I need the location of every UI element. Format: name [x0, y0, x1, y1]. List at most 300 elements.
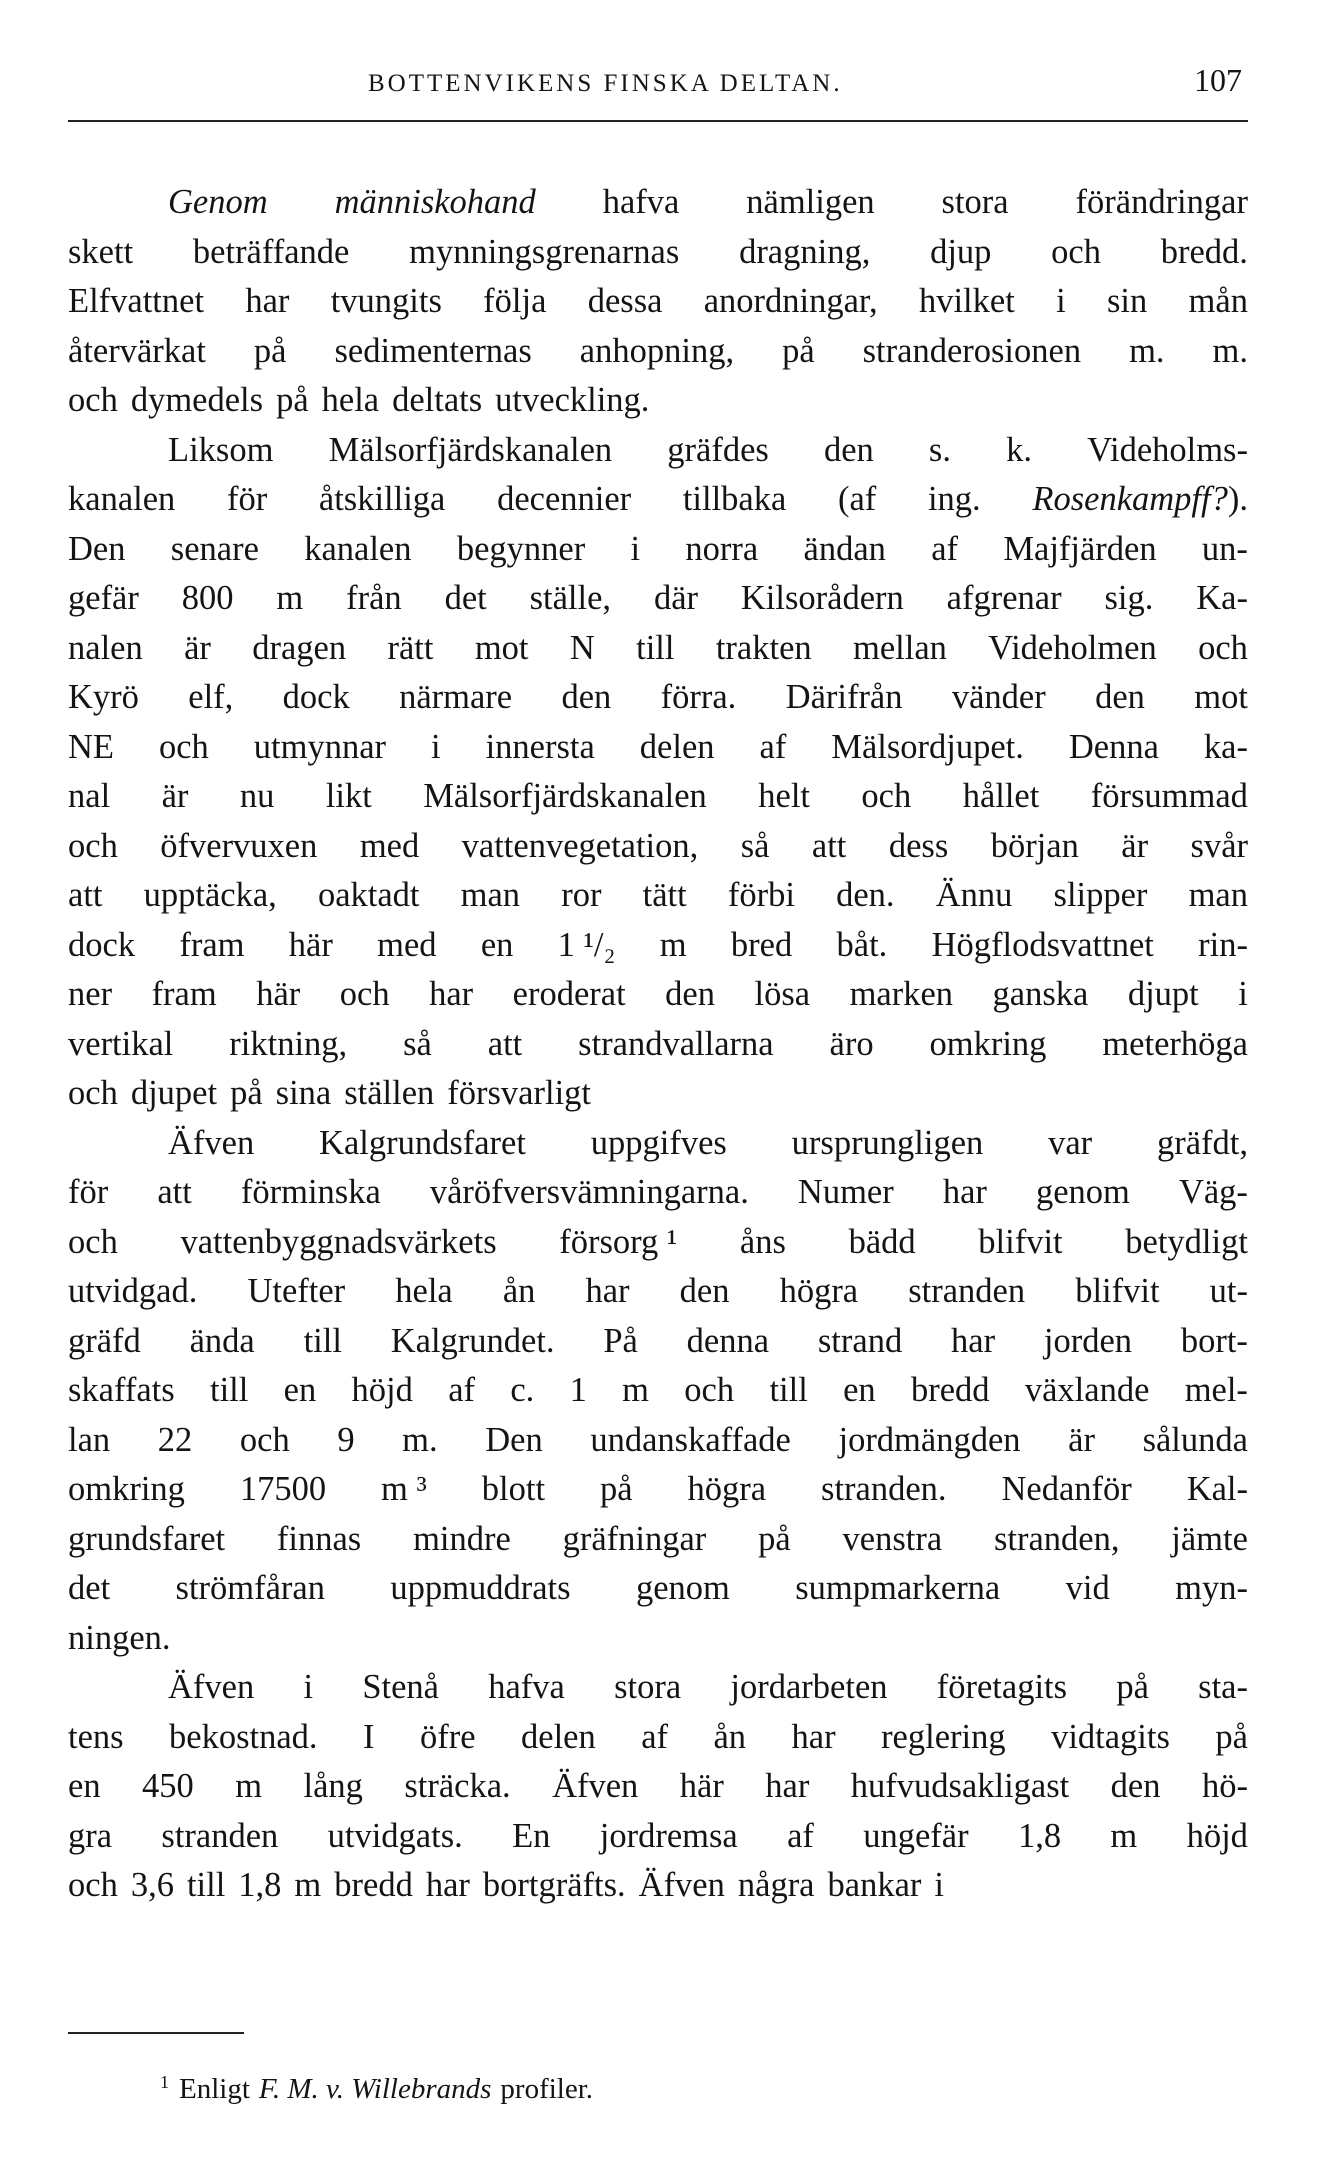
word: Äfven — [168, 1123, 255, 1162]
word: högra — [687, 1470, 767, 1508]
word: venstra — [842, 1519, 943, 1558]
word: höjd — [351, 1371, 413, 1409]
word: gefär — [68, 579, 139, 617]
word: vattenbyggnadsvärkets — [180, 1222, 497, 1261]
word: sumpmarkerna — [795, 1569, 1001, 1607]
word: och — [861, 777, 912, 815]
word: och — [684, 1371, 735, 1409]
word: m — [622, 1371, 649, 1409]
word: vänder — [951, 678, 1046, 716]
word: har — [791, 1717, 836, 1756]
word: bredd. — [1160, 232, 1248, 271]
word: lan — [68, 1420, 111, 1459]
word: företagits — [936, 1668, 1068, 1706]
text-line — [68, 1416, 1248, 1466]
word: bädd — [848, 1222, 916, 1261]
word: Majfjärden — [1003, 529, 1157, 568]
word: för — [226, 480, 268, 518]
word: blott — [481, 1470, 546, 1508]
word: djupet — [130, 1074, 218, 1112]
text-line — [68, 1564, 1248, 1614]
word: djupt — [1127, 975, 1199, 1013]
word: nalen — [68, 628, 143, 667]
word: här — [288, 925, 333, 964]
word: Kalgrundet. — [390, 1321, 555, 1360]
word: Den — [68, 529, 126, 568]
word: m — [235, 1767, 263, 1805]
text-line — [68, 1614, 1248, 1664]
word: sina — [275, 1074, 332, 1112]
word: äro — [829, 1024, 874, 1063]
word: sträcka. — [404, 1767, 511, 1805]
word: Äfven — [552, 1767, 639, 1805]
word: norra — [685, 529, 759, 568]
paragraph — [68, 1663, 1248, 1911]
word: i — [630, 529, 641, 568]
word: den — [1095, 678, 1145, 716]
word: genom — [1035, 1173, 1130, 1211]
word: bort- — [1180, 1321, 1248, 1360]
word: gräfdt, — [1156, 1123, 1248, 1162]
word: återvärkat — [68, 331, 206, 370]
word: öfvervuxen — [160, 826, 318, 865]
word: några — [737, 1866, 815, 1904]
text-line — [68, 822, 1248, 872]
word: jordmängden — [838, 1420, 1021, 1459]
text-line — [68, 1465, 1248, 1515]
page-header — [68, 62, 1248, 122]
paragraph — [68, 178, 1248, 426]
word: s. — [928, 430, 951, 469]
word: båt. — [836, 925, 888, 964]
word: riktning, — [229, 1024, 348, 1063]
word: dess — [888, 826, 949, 865]
word: 1,8 — [238, 1866, 282, 1904]
word: strömfåran — [175, 1569, 325, 1607]
word: 800 — [181, 579, 234, 617]
word: nu — [239, 777, 275, 815]
word: har — [245, 282, 290, 320]
word: vertikal — [68, 1024, 174, 1063]
word: ing. — [927, 480, 981, 518]
word: ända — [189, 1321, 255, 1360]
word: mellan — [853, 628, 947, 667]
word: af — [931, 529, 959, 568]
word: m — [1110, 1816, 1138, 1855]
word: början — [990, 826, 1079, 865]
word: i — [1056, 282, 1066, 320]
word: rätt — [387, 628, 434, 667]
word: nal — [68, 777, 111, 815]
word: m — [276, 579, 304, 617]
word: deltats — [392, 381, 483, 419]
word: helt — [758, 777, 810, 815]
footnote-marker: 1 — [160, 2072, 169, 2092]
word: ursprungligen — [791, 1123, 984, 1162]
word: finnas — [276, 1519, 362, 1558]
word: har — [951, 1321, 996, 1360]
word: beträffande — [192, 232, 350, 271]
word: stranden — [908, 1272, 1026, 1310]
word: oaktadt — [317, 876, 420, 914]
text-line — [68, 1069, 1248, 1119]
word: delen — [639, 727, 715, 766]
word: senare — [170, 529, 259, 568]
word: den — [561, 678, 612, 716]
word: är — [1068, 1420, 1095, 1459]
word: ändan — [803, 529, 886, 568]
word: Mälsorfjärdskanalen — [423, 777, 707, 815]
word: delen — [521, 1717, 596, 1756]
page-number: 107 — [1194, 62, 1242, 98]
text-line — [68, 1168, 1248, 1218]
word: un- — [1201, 529, 1248, 568]
word: närmare — [399, 678, 513, 716]
word: c. — [510, 1371, 535, 1409]
word: mot — [1194, 678, 1248, 716]
word: gräfningar — [562, 1519, 707, 1558]
word: en — [843, 1371, 876, 1409]
word: ån — [713, 1717, 747, 1756]
word: den — [1110, 1767, 1161, 1805]
word: hvilket — [918, 282, 1015, 320]
word: m. — [1129, 331, 1165, 370]
word: hela — [395, 1272, 453, 1310]
word: anordningar, — [703, 282, 878, 320]
word: den. — [836, 876, 895, 914]
word: den — [679, 1272, 730, 1310]
word: har — [425, 1866, 470, 1904]
word: mån — [1188, 282, 1248, 320]
word: afgrenar — [946, 579, 1062, 617]
body-text — [68, 178, 1248, 1911]
text-line — [68, 723, 1248, 773]
word: vidtagits — [1051, 1717, 1170, 1756]
word: fram — [151, 975, 217, 1013]
word: Nedanför — [1001, 1470, 1132, 1508]
word: man — [460, 876, 521, 914]
word: här — [679, 1767, 724, 1805]
running-head: BOTTENVIKENS FINSKA DELTAN. — [368, 70, 843, 97]
text-line — [68, 1119, 1248, 1169]
text-line — [68, 475, 1248, 525]
word: här — [256, 975, 301, 1013]
word: lång — [303, 1767, 363, 1805]
word: Ka- — [1196, 579, 1248, 617]
word: har — [942, 1173, 987, 1211]
word: m — [659, 925, 687, 964]
word: 3,6 — [130, 1866, 174, 1904]
word: Numer — [797, 1173, 894, 1211]
word: i — [303, 1668, 314, 1706]
text-line — [68, 772, 1248, 822]
word: hafva — [602, 183, 680, 221]
footnote-divider — [68, 2032, 244, 2034]
word: Videholms- — [1087, 430, 1248, 469]
word: (af — [837, 480, 877, 518]
word: bred — [730, 925, 793, 964]
word: rin- — [1198, 925, 1248, 964]
word: på — [758, 1519, 791, 1558]
word: decennier — [497, 480, 632, 518]
word: växlande — [1024, 1371, 1150, 1409]
word: innersta — [485, 727, 595, 766]
word: höjd — [1186, 1816, 1248, 1855]
word: ställen — [344, 1074, 435, 1112]
word: ungefär — [863, 1816, 969, 1855]
text-line — [68, 327, 1248, 377]
word: på — [782, 331, 815, 370]
text-line — [68, 1861, 1248, 1911]
word: gräfdes — [667, 430, 769, 469]
word: stranden. — [821, 1470, 947, 1508]
text-line — [68, 228, 1248, 278]
text-line — [68, 624, 1248, 674]
word: man — [1188, 876, 1248, 914]
word: och — [68, 1866, 118, 1904]
word: högra — [779, 1272, 859, 1310]
word: Denna — [1068, 727, 1159, 766]
word: stranden, — [993, 1519, 1120, 1558]
text-line — [68, 525, 1248, 575]
word: att — [157, 1173, 192, 1211]
word: Mälsordjupet. — [831, 727, 1024, 766]
text-line — [68, 1366, 1248, 1416]
word: det — [444, 579, 487, 617]
word: Kilsorådern — [740, 579, 904, 617]
word: ut- — [1209, 1272, 1248, 1310]
word: hö- — [1201, 1767, 1248, 1805]
word: af — [448, 1371, 475, 1409]
word: myn- — [1175, 1569, 1248, 1607]
word: på — [230, 1074, 263, 1112]
word: sin — [1106, 282, 1148, 320]
word: mot — [474, 628, 529, 667]
word: I — [363, 1717, 375, 1756]
word: sedimenternas — [334, 331, 532, 370]
word: mindre — [413, 1519, 511, 1558]
word: i — [1238, 975, 1248, 1013]
word: k. — [1006, 430, 1032, 469]
word: sta- — [1198, 1668, 1248, 1706]
word: stora — [941, 183, 1009, 221]
word: dessa — [587, 282, 663, 320]
word: har — [765, 1767, 810, 1805]
word: utmynnar — [253, 727, 387, 766]
footnote-text-after: profiler. — [500, 2073, 594, 2105]
word: skett — [68, 232, 134, 271]
word: dragning, — [739, 232, 871, 271]
word: Äfven — [168, 1668, 255, 1706]
word: djup — [930, 232, 992, 271]
word: skaffats — [68, 1371, 175, 1409]
word: sålunda — [1142, 1420, 1248, 1459]
word: dock — [282, 678, 350, 716]
word: gra — [68, 1816, 113, 1855]
word: 1,8 — [1017, 1816, 1062, 1855]
word: försummad — [1090, 777, 1248, 815]
text-line — [68, 1020, 1248, 1070]
word: stranderosionen — [862, 331, 1082, 370]
word: begynner — [456, 529, 586, 568]
word: och — [1051, 232, 1101, 271]
word: tillbaka — [682, 480, 787, 518]
word: så — [403, 1024, 432, 1063]
word: Därifrån — [785, 678, 903, 716]
word: med — [359, 826, 420, 865]
word: Rosenkampff?). — [1032, 480, 1248, 518]
word: förminska — [240, 1173, 381, 1211]
word: jämte — [1171, 1519, 1248, 1558]
text-line — [68, 871, 1248, 921]
word: förbi — [727, 876, 795, 914]
word: förändringar — [1075, 183, 1248, 221]
word: på — [1215, 1717, 1248, 1756]
word: en — [283, 1371, 317, 1409]
word: utvidgad. — [68, 1272, 198, 1310]
text-line — [68, 1317, 1248, 1367]
word: marken — [849, 975, 954, 1013]
word: försorg ¹ — [559, 1222, 678, 1261]
word: en — [68, 1767, 101, 1805]
word: betydligt — [1125, 1222, 1248, 1261]
word: ka- — [1203, 727, 1248, 766]
word: hafva — [488, 1668, 565, 1706]
word: så — [740, 826, 770, 865]
word: omkring — [929, 1024, 1047, 1063]
footnote-text-before: Enligt — [179, 2073, 250, 2105]
word: stranden — [161, 1816, 279, 1855]
word: och — [68, 1222, 118, 1261]
word: Utefter — [247, 1272, 346, 1310]
word: Väg- — [1178, 1173, 1248, 1211]
word: Genom — [168, 183, 268, 221]
word: 1 ¹/₂ — [557, 925, 616, 964]
word: där — [653, 579, 698, 617]
word: öfre — [420, 1717, 476, 1756]
word: hela — [321, 381, 380, 419]
word: stora — [614, 1668, 682, 1706]
word: vattenvegetation, — [461, 826, 699, 865]
word: våröfversvämningarna. — [429, 1173, 749, 1211]
text-line — [68, 376, 1248, 426]
word: omkring — [68, 1470, 185, 1508]
word: den — [823, 430, 874, 469]
word: 1 — [569, 1371, 587, 1409]
word: till — [769, 1371, 808, 1409]
word: NE — [68, 727, 114, 766]
word: till — [209, 1371, 249, 1409]
word: på — [600, 1470, 633, 1508]
text-line — [68, 1663, 1248, 1713]
word: Kyrö — [68, 678, 139, 716]
word: jordremsa — [599, 1816, 738, 1855]
footnote — [160, 2072, 593, 2106]
word: ån — [502, 1272, 536, 1310]
word: Ännu — [935, 876, 1013, 914]
word: hufvudsakligast — [850, 1767, 1070, 1805]
word: ningen. — [68, 1618, 171, 1657]
word: likt — [325, 777, 372, 815]
word: dock — [68, 925, 136, 964]
word: mel- — [1184, 1371, 1248, 1409]
word: utveckling. — [495, 381, 650, 419]
word: och — [339, 975, 390, 1013]
word: gräfd — [68, 1321, 141, 1360]
word: bekostnad. — [169, 1717, 318, 1756]
word: elf, — [188, 678, 234, 716]
word: och — [239, 1420, 290, 1459]
word: Kal- — [1186, 1470, 1248, 1508]
word: och — [158, 727, 209, 766]
word: på — [1116, 1668, 1149, 1706]
word: eroderat — [512, 975, 626, 1013]
word: meterhöga — [1102, 1024, 1248, 1063]
text-line — [68, 1515, 1248, 1565]
word: och — [68, 826, 118, 865]
word: att — [811, 826, 847, 865]
paragraph — [68, 1119, 1248, 1664]
word: tätt — [642, 876, 687, 914]
word: på — [276, 381, 309, 419]
word: Stenå — [362, 1668, 439, 1706]
word: nämligen — [746, 183, 875, 221]
word: utvidgats. — [327, 1816, 463, 1855]
word: m. — [1212, 331, 1248, 370]
word: Videholmen — [988, 628, 1157, 667]
word: kanalen — [68, 480, 176, 518]
word: är — [1121, 826, 1149, 865]
word: tens — [68, 1717, 124, 1756]
word: har — [585, 1272, 630, 1310]
word: att — [487, 1024, 523, 1063]
word: trakten — [715, 628, 812, 667]
word: blifvit — [1075, 1272, 1160, 1310]
word: bredd — [910, 1371, 990, 1409]
word: Liksom — [168, 430, 274, 469]
word: undanskaffade — [590, 1420, 791, 1459]
word: bankar — [827, 1866, 922, 1904]
word: i — [431, 727, 441, 766]
word: jordarbeten — [730, 1668, 888, 1706]
word: reglering — [881, 1717, 1006, 1756]
word: 450 — [142, 1767, 194, 1805]
word: ganska — [992, 975, 1089, 1013]
word: bredd — [334, 1866, 413, 1904]
word: strandvallarna — [578, 1024, 774, 1063]
word: denna — [686, 1321, 770, 1360]
word: till — [303, 1321, 342, 1360]
word: var — [1048, 1123, 1093, 1162]
word: m. — [402, 1420, 438, 1459]
text-line — [68, 1812, 1248, 1862]
word: åtskilliga — [318, 480, 446, 518]
word: mynningsgrenarnas — [409, 232, 680, 271]
word: blifvit — [978, 1222, 1063, 1261]
word: ror — [561, 876, 602, 914]
word: grundsfaret — [68, 1519, 226, 1558]
word: På — [603, 1321, 638, 1360]
word: att — [68, 876, 103, 914]
word: uppgifves — [590, 1123, 727, 1162]
word: följa — [483, 282, 547, 320]
word: för — [68, 1173, 109, 1211]
word: Högflodsvattnet — [931, 925, 1154, 964]
word: åns — [739, 1222, 786, 1261]
word: i — [934, 1866, 944, 1904]
word: ställe, — [529, 579, 612, 617]
text-line — [68, 426, 1248, 476]
